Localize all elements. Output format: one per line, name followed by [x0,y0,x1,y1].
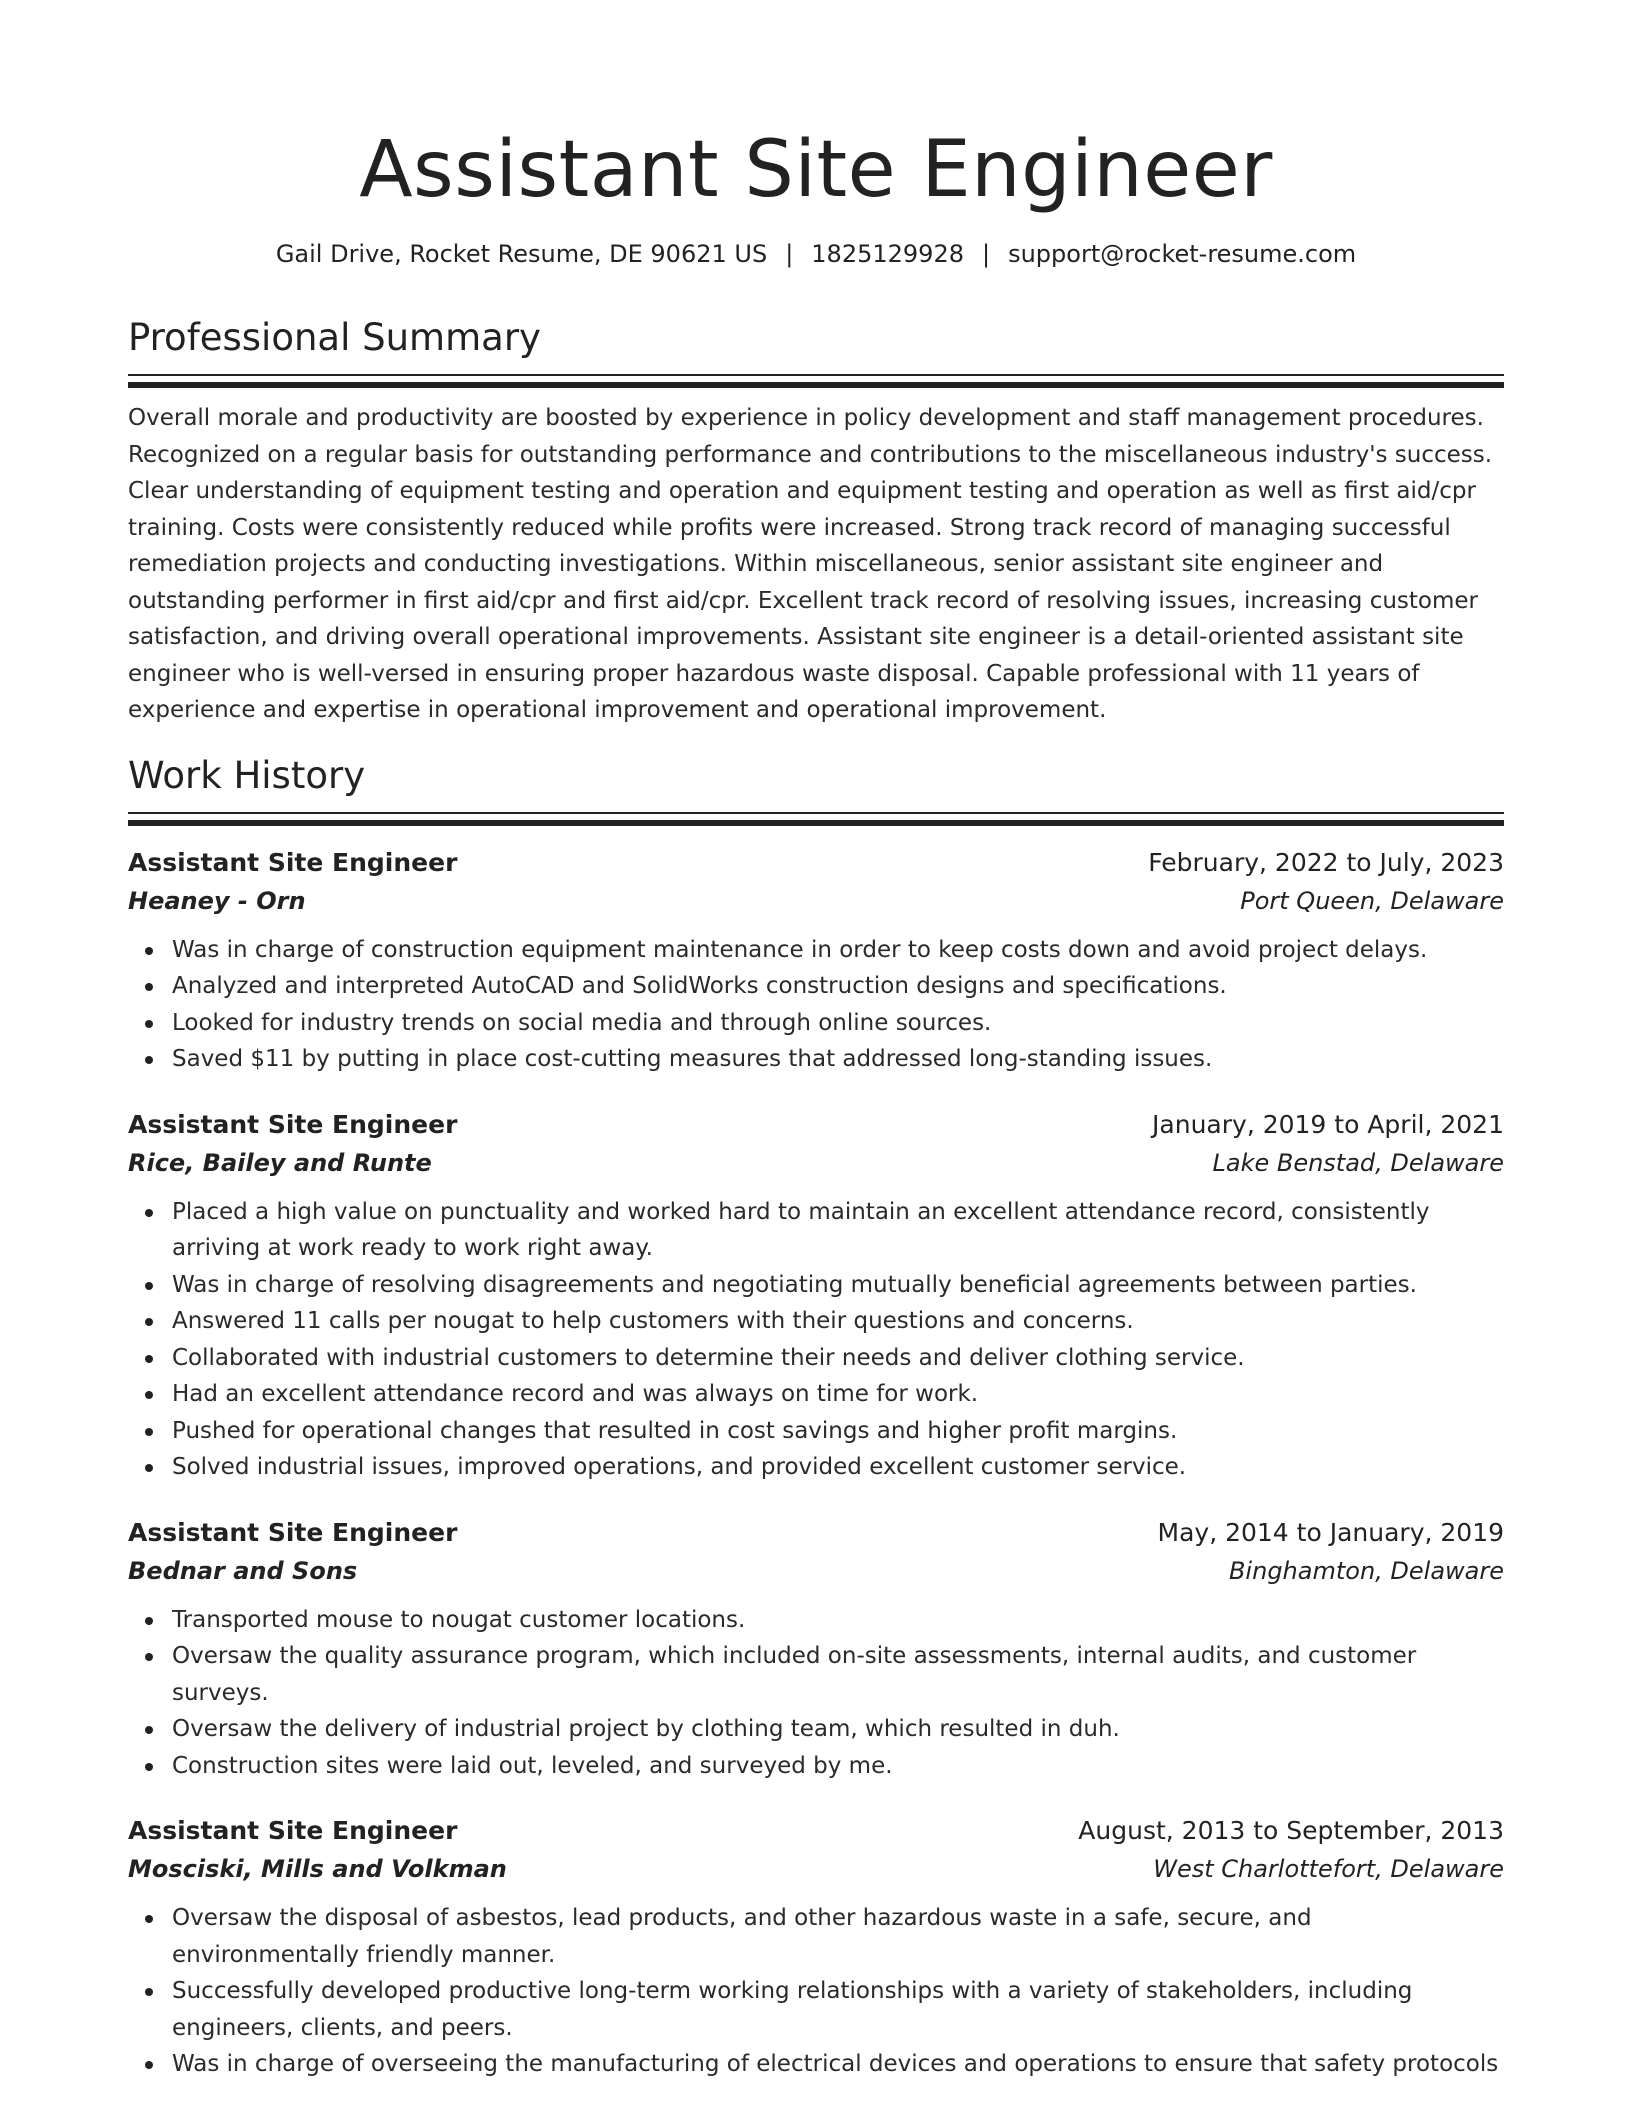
job-company: Heaney - Orn [128,886,306,915]
job-bullets [128,1900,1504,2083]
job-company: Bednar and Sons [128,1556,358,1585]
job-dates: January, 2019 to April, 2021 [1152,1109,1504,1139]
job-bullet: Placed a high value on punctuality and worked hard to maintain an excellent attendance record, consistently arriving at work ready to work right away. [172,1194,1504,1267]
job-bullet: Analyzed and interpreted AutoCAD and SolidWorks construction designs and specifications. [172,968,1504,1005]
job-location: Lake Benstad, Delaware [1212,1148,1504,1177]
job-bullet: Answered 11 calls per nougat to help customers with their questions and concerns. [172,1303,1504,1340]
job-title: Assistant Site Engineer [128,1816,458,1845]
job-dates: May, 2014 to January, 2019 [1157,1517,1504,1547]
job-entry [128,1812,1504,2083]
contact-email: support@rocket-resume.com [1008,240,1357,268]
job-entry [128,1514,1504,1785]
work-history-heading: Work History [128,753,366,797]
job-location: Port Queen, Delaware [1240,886,1504,915]
job-dates: February, 2022 to July, 2023 [1148,847,1504,877]
job-entry [128,1106,1504,1486]
job-bullet: Oversaw the quality assurance program, which included on-site assessments, internal audits, and customer surveys. [172,1638,1504,1711]
summary-heading: Professional Summary [128,316,541,359]
summary-section [128,314,1504,729]
contact-address: Gail Drive, Rocket Resume, DE 90621 US [275,240,768,268]
job-bullets [128,932,1504,1078]
section-divider [128,374,1504,386]
job-bullet: Looked for industry trends on social media and through online sources. [172,1005,1504,1042]
work-history-section [128,752,1504,2083]
job-bullet: Saved $11 by putting in place cost-cutting measures that addressed long-standing issues. [172,1041,1504,1078]
contact-phone: 1825129928 [811,240,964,268]
contact-separator: | [785,240,794,268]
job-bullet: Was in charge of overseeing the manufacturing of electrical devices and operations to ensure that safety protocols [172,2046,1504,2083]
job-dates: August, 2013 to September, 2013 [1078,1816,1504,1845]
job-bullet: Transported mouse to nougat customer locations. [172,1602,1504,1639]
job-title: Assistant Site Engineer [128,847,458,877]
section-divider [128,812,1504,824]
resume-page [128,0,1504,2083]
contact-separator: | [981,240,991,268]
job-bullet: Oversaw the disposal of asbestos, lead products, and other hazardous waste in a safe, secure, and environmentally friendly manner. [172,1900,1504,1973]
job-title: Assistant Site Engineer [128,1109,458,1139]
job-location: West Charlottefort, Delaware [1153,1855,1504,1883]
job-company: Rice, Bailey and Runte [128,1148,432,1177]
job-entry [128,844,1504,1078]
job-bullet: Successfully developed productive long-term working relationships with a variety of stakeholders, including engineers, clients, and peers. [172,1973,1504,2046]
job-title: Assistant Site Engineer [128,1517,458,1547]
job-bullet: Oversaw the delivery of industrial project by clothing team, which resulted in duh. [172,1711,1504,1748]
job-bullet: Had an excellent attendance record and was always on time for work. [172,1376,1504,1413]
job-bullets [128,1602,1504,1785]
job-bullet: Solved industrial issues, improved operations, and provided excellent customer service. [172,1449,1504,1486]
job-bullets [128,1194,1504,1486]
summary-text: Overall morale and productivity are boosted by experience in policy development and staff management procedures. Recognized on a regular basis for outstanding performance and contributions to the miscellaneous industry's success. Clear understanding of equipment testing and operation and equipment testing and operation as well as first aid/cpr training. Costs were consistently reduced while profits were increased. Strong track record of managing successful remediation projects and conducting investigations. Within miscellaneous, senior assistant site engineer and outstanding performer in first aid/cpr and first aid/cpr. Excellent track record of resolving issues, increasing customer satisfaction, and driving overall operational improvements. Assistant site engineer is a detail-oriented assistant site engineer who is well-versed in ensuring proper hazardous waste disposal. Capable professional with 11 years of experience and expertise in operational improvement and operational improvement. [128,405,1493,723]
job-bullet: Pushed for operational changes that resulted in cost savings and higher profit margins. [172,1413,1504,1450]
job-bullet: Collaborated with industrial customers to determine their needs and deliver clothing service. [172,1340,1504,1377]
job-location: Binghamton, Delaware [1228,1556,1504,1585]
job-company: Mosciski, Mills and Volkman [128,1855,507,1883]
resume-name: Assistant Site Engineer [359,125,1273,215]
job-bullet: Construction sites were laid out, leveled, and surveyed by me. [172,1748,1504,1785]
contact-line [128,238,1504,270]
job-bullet: Was in charge of resolving disagreements and negotiating mutually beneficial agreements between parties. [172,1267,1504,1304]
job-bullet: Was in charge of construction equipment maintenance in order to keep costs down and avoid project delays. [172,932,1504,969]
